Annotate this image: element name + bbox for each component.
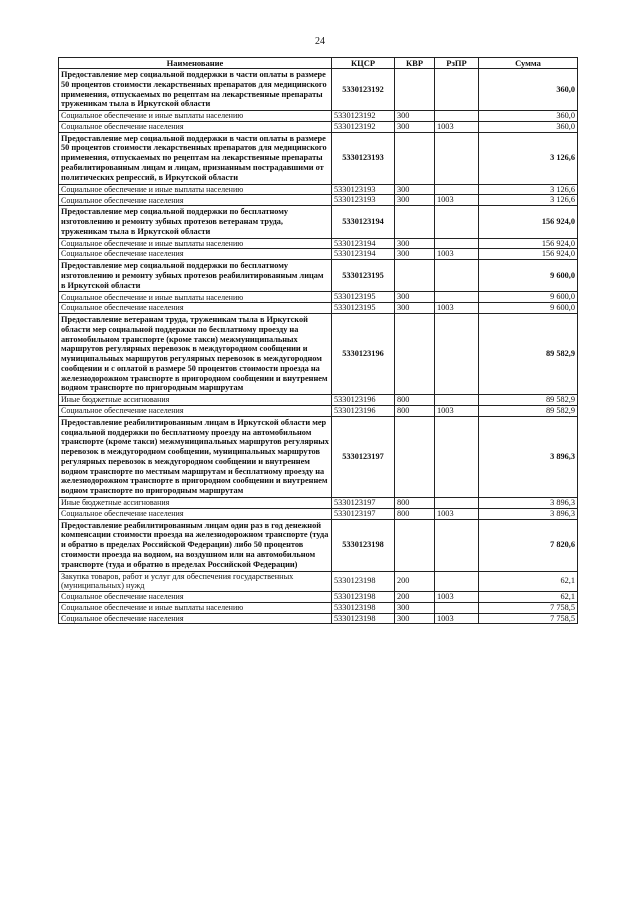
table-row (59, 313, 578, 394)
cell-sum: 360,0 (479, 69, 578, 111)
cell-name: Предоставление реабилитированным лицам один раз в год денежной компенсации стоимости проезда на железнодорожном транспорте (туда и обратно в пределах Российской Федерации) либо 50 процентов стоимости проезда на водном, на воздушном или на автомобильном транспорте (туда и обратно в пределах Российской Федерации) (59, 519, 332, 571)
cell-rzpr: 1003 (435, 592, 479, 603)
cell-kcsr: 5330123196 (332, 395, 395, 406)
table-row (59, 69, 578, 111)
cell-sum: 3 126,6 (479, 184, 578, 195)
header-name: Наименование (59, 58, 332, 69)
cell-sum: 3 896,3 (479, 508, 578, 519)
cell-kvr (395, 519, 435, 571)
table-row (59, 592, 578, 603)
cell-sum: 3 896,3 (479, 416, 578, 497)
cell-sum: 156 924,0 (479, 238, 578, 249)
cell-kvr: 300 (395, 613, 435, 624)
cell-sum: 156 924,0 (479, 206, 578, 238)
page-number: 24 (315, 36, 325, 47)
cell-rzpr: 1003 (435, 406, 479, 417)
cell-rzpr (435, 184, 479, 195)
cell-rzpr (435, 132, 479, 184)
header-kcsr: КЦСР (332, 58, 395, 69)
table-row (59, 195, 578, 206)
cell-rzpr: 1003 (435, 249, 479, 260)
table-row (59, 406, 578, 417)
header-sum: Сумма (479, 58, 578, 69)
table-row (59, 602, 578, 613)
cell-name: Социальное обеспечение населения (59, 249, 332, 260)
cell-rzpr (435, 260, 479, 292)
cell-kcsr: 5330123195 (332, 303, 395, 314)
cell-kvr: 300 (395, 111, 435, 122)
cell-kcsr: 5330123198 (332, 519, 395, 571)
cell-kvr: 800 (395, 406, 435, 417)
cell-sum: 7 820,6 (479, 519, 578, 571)
header-kvr: КВР (395, 58, 435, 69)
table-body (59, 69, 578, 624)
cell-name: Социальное обеспечение и иные выплаты населению (59, 111, 332, 122)
table-row (59, 519, 578, 571)
header-rzpr: РзПР (435, 58, 479, 69)
table-row (59, 238, 578, 249)
cell-kcsr: 5330123196 (332, 313, 395, 394)
cell-name: Закупка товаров, работ и услуг для обеспечения государственных (муниципальных) нужд (59, 571, 332, 592)
cell-sum: 89 582,9 (479, 406, 578, 417)
cell-rzpr (435, 313, 479, 394)
cell-sum: 156 924,0 (479, 249, 578, 260)
cell-name: Предоставление мер социальной поддержки в части оплаты в размере 50 процентов стоимости лекарственных препаратов для медицинского применения, отпускаемых по рецептам на лекарственные препараты труженикам тыла в Иркутской области (59, 69, 332, 111)
cell-rzpr: 1003 (435, 303, 479, 314)
cell-kcsr: 5330123192 (332, 111, 395, 122)
cell-rzpr (435, 571, 479, 592)
cell-rzpr (435, 69, 479, 111)
cell-name: Предоставление мер социальной поддержки по бесплатному изготовлению и ремонту зубных протезов реабилитированным лицам в Иркутской области (59, 260, 332, 292)
cell-kcsr: 5330123198 (332, 602, 395, 613)
cell-name: Социальное обеспечение населения (59, 508, 332, 519)
cell-rzpr (435, 111, 479, 122)
cell-sum: 3 126,6 (479, 132, 578, 184)
cell-name: Социальное обеспечение населения (59, 121, 332, 132)
table-row (59, 395, 578, 406)
cell-rzpr: 1003 (435, 613, 479, 624)
cell-kvr: 200 (395, 571, 435, 592)
cell-name: Иные бюджетные ассигнования (59, 395, 332, 406)
budget-table (58, 57, 578, 624)
cell-kcsr: 5330123197 (332, 508, 395, 519)
cell-kcsr: 5330123192 (332, 69, 395, 111)
cell-sum: 9 600,0 (479, 292, 578, 303)
cell-name: Социальное обеспечение и иные выплаты населению (59, 292, 332, 303)
cell-sum: 9 600,0 (479, 260, 578, 292)
cell-name: Предоставление мер социальной поддержки в части оплаты в размере 50 процентов стоимости лекарственных препаратов для медицинского применения, отпускаемых по рецептам на лекарственные препараты реабилитированным лицам и лицам, признанным пострадавшими от политических репрессий, в Иркутской области (59, 132, 332, 184)
cell-sum: 62,1 (479, 592, 578, 603)
cell-kvr: 800 (395, 395, 435, 406)
cell-kvr (395, 132, 435, 184)
cell-sum: 3 126,6 (479, 195, 578, 206)
cell-kcsr: 5330123195 (332, 292, 395, 303)
cell-kcsr: 5330123193 (332, 132, 395, 184)
cell-kvr: 300 (395, 249, 435, 260)
cell-name: Предоставление ветеранам труда, труженикам тыла в Иркутской области мер социальной поддержки по бесплатному проезду на автомобильном транспорте (кроме такси) межмуниципальных маршрутов регулярных перевозок в междугородном сообщении и муниципальных маршрутов регулярных перевозок в междугородном сообщении и с оплатой в размере 50 процентов стоимости проезда на железнодорожном транспорте в пригородном сообщении и внутреннем водном транспорте по пригородным маршрутам (59, 313, 332, 394)
cell-kvr: 300 (395, 303, 435, 314)
cell-kvr: 800 (395, 498, 435, 509)
cell-kvr (395, 260, 435, 292)
table-row (59, 184, 578, 195)
cell-rzpr: 1003 (435, 195, 479, 206)
cell-sum: 7 758,5 (479, 613, 578, 624)
cell-name: Социальное обеспечение населения (59, 592, 332, 603)
table-row (59, 508, 578, 519)
table-row (59, 416, 578, 497)
cell-name: Социальное обеспечение населения (59, 406, 332, 417)
cell-kcsr: 5330123196 (332, 406, 395, 417)
cell-kvr: 300 (395, 602, 435, 613)
cell-name: Социальное обеспечение населения (59, 195, 332, 206)
cell-kcsr: 5330123198 (332, 613, 395, 624)
cell-sum: 9 600,0 (479, 303, 578, 314)
cell-rzpr (435, 602, 479, 613)
table-row (59, 121, 578, 132)
table-row (59, 260, 578, 292)
cell-rzpr (435, 519, 479, 571)
cell-name: Социальное обеспечение населения (59, 613, 332, 624)
table-row (59, 249, 578, 260)
cell-kcsr: 5330123198 (332, 571, 395, 592)
cell-sum: 360,0 (479, 111, 578, 122)
cell-kvr: 300 (395, 292, 435, 303)
cell-kcsr: 5330123194 (332, 238, 395, 249)
cell-kcsr: 5330123194 (332, 249, 395, 260)
cell-sum: 89 582,9 (479, 395, 578, 406)
cell-kcsr: 5330123193 (332, 195, 395, 206)
cell-rzpr (435, 292, 479, 303)
cell-rzpr: 1003 (435, 121, 479, 132)
cell-kvr: 800 (395, 508, 435, 519)
cell-kvr: 300 (395, 184, 435, 195)
cell-rzpr (435, 206, 479, 238)
table-row (59, 303, 578, 314)
cell-name: Социальное обеспечение и иные выплаты населению (59, 238, 332, 249)
cell-rzpr (435, 416, 479, 497)
cell-kcsr: 5330123195 (332, 260, 395, 292)
cell-name: Иные бюджетные ассигнования (59, 498, 332, 509)
cell-name: Предоставление мер социальной поддержки по бесплатному изготовлению и ремонту зубных протезов ветеранам труда, труженикам тыла в Иркутской области (59, 206, 332, 238)
cell-kvr (395, 206, 435, 238)
cell-kvr (395, 69, 435, 111)
cell-rzpr (435, 238, 479, 249)
table-row (59, 132, 578, 184)
cell-kcsr: 5330123193 (332, 184, 395, 195)
table-row (59, 498, 578, 509)
table-row (59, 206, 578, 238)
cell-sum: 360,0 (479, 121, 578, 132)
cell-rzpr: 1003 (435, 508, 479, 519)
cell-kcsr: 5330123198 (332, 592, 395, 603)
cell-kvr: 300 (395, 238, 435, 249)
cell-kcsr: 5330123197 (332, 498, 395, 509)
table-row (59, 613, 578, 624)
cell-name: Предоставление реабилитированным лицам в Иркутской области мер социальной поддержки по бесплатному проезду на автомобильном транспорте (кроме такси) межмуниципальных маршрутов регулярных перевозок в междугородном сообщении, муниципальных маршрутов регулярных перевозок в междугородном сообщении и внутреннем водном транспорте по местным маршрутам и бесплатному проезду на железнодорожном транспорте в пригородном сообщении и внутреннем водном транспорте по пригородным маршрутам (59, 416, 332, 497)
table-row (59, 571, 578, 592)
cell-sum: 7 758,5 (479, 602, 578, 613)
cell-kvr (395, 313, 435, 394)
cell-sum: 3 896,3 (479, 498, 578, 509)
cell-name: Социальное обеспечение и иные выплаты населению (59, 184, 332, 195)
cell-name: Социальное обеспечение и иные выплаты населению (59, 602, 332, 613)
cell-kcsr: 5330123192 (332, 121, 395, 132)
cell-kvr: 300 (395, 195, 435, 206)
cell-sum: 89 582,9 (479, 313, 578, 394)
cell-rzpr (435, 498, 479, 509)
cell-sum: 62,1 (479, 571, 578, 592)
cell-kvr (395, 416, 435, 497)
table-row (59, 292, 578, 303)
cell-kvr: 200 (395, 592, 435, 603)
cell-kcsr: 5330123197 (332, 416, 395, 497)
cell-kvr: 300 (395, 121, 435, 132)
cell-name: Социальное обеспечение населения (59, 303, 332, 314)
cell-rzpr (435, 395, 479, 406)
cell-kcsr: 5330123194 (332, 206, 395, 238)
table-header-row (59, 58, 578, 69)
table-row (59, 111, 578, 122)
